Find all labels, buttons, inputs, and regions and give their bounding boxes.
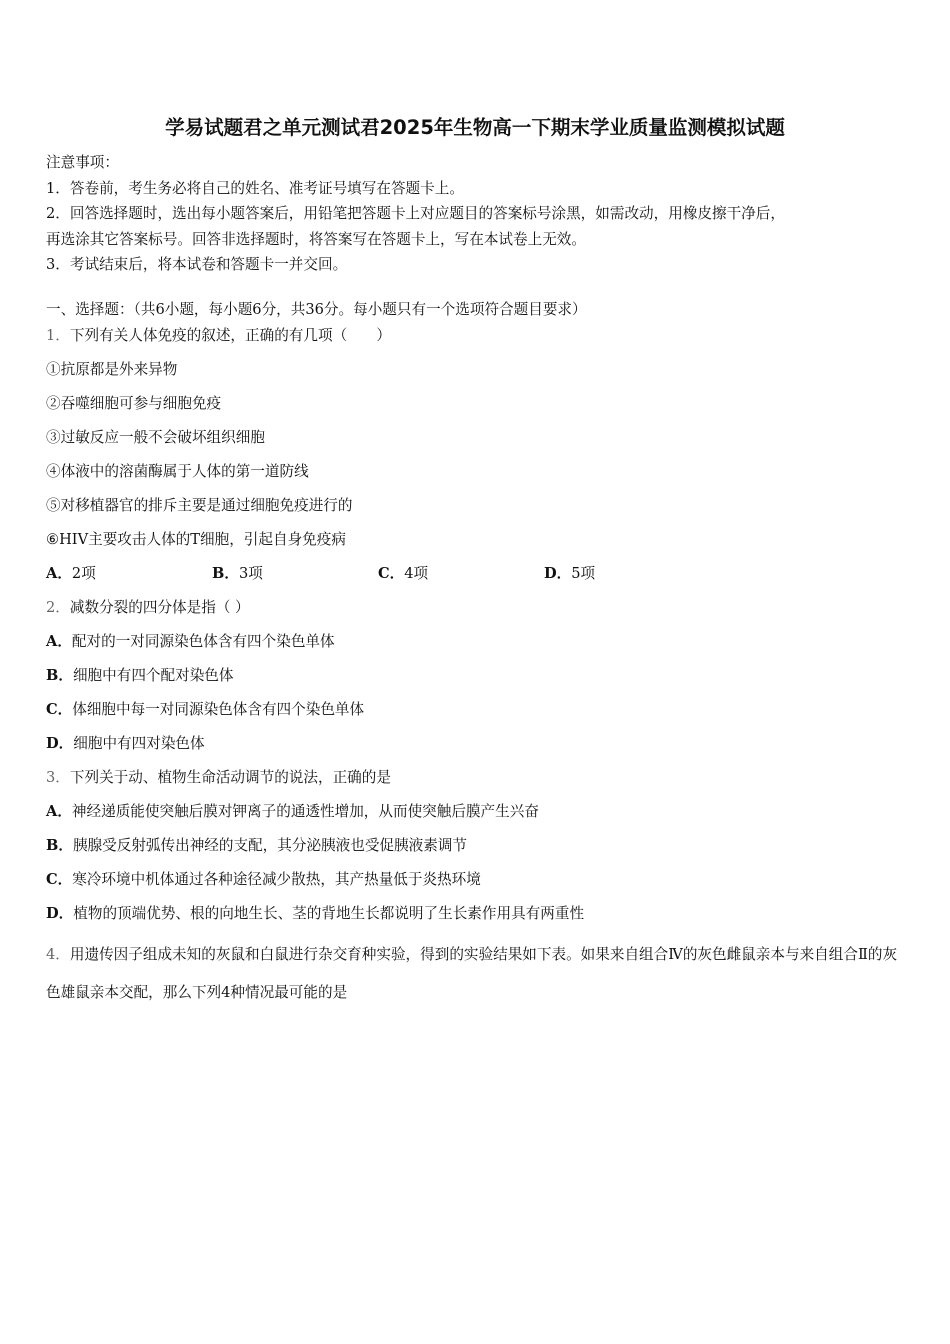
option-b	[212, 562, 378, 596]
question-number: 1．	[46, 327, 70, 344]
question-number: 3．	[46, 769, 70, 786]
option-d	[544, 562, 710, 596]
option-label: D．	[46, 905, 74, 922]
option-text: 5项	[571, 565, 596, 582]
option-label: B．	[46, 667, 73, 684]
option-label: C．	[378, 565, 405, 582]
question-3-stem	[46, 766, 908, 800]
option-c	[46, 698, 908, 732]
option-text: 体细胞中每一对同源染色体含有四个染色单体	[72, 701, 365, 718]
option-label: B．	[212, 565, 239, 582]
option-text: 4项	[404, 565, 429, 582]
option-c	[378, 562, 544, 596]
statement-item: ①抗原都是外来异物	[46, 361, 178, 378]
option-b	[46, 834, 908, 868]
question-text: 下列有关人体免疫的叙述，正确的有几项（ ）	[69, 327, 391, 344]
option-label: D．	[46, 735, 74, 752]
statement-item: ②吞噬细胞可参与细胞免疫	[46, 395, 222, 412]
option-label: C．	[46, 701, 73, 718]
option-text: 胰腺受反射弧传出神经的支配，其分泌胰液也受促胰液素调节	[72, 837, 467, 854]
section-heading: 一、选择题：（共6小题，每小题6分，共36分。每小题只有一个选项符合题目要求）	[46, 301, 587, 318]
statement-item: ③过敏反应一般不会破坏组织细胞	[46, 429, 265, 446]
notice-item: 2．回答选择题时，选出每小题答案后，用铅笔把答题卡上对应题目的答案标号涂黑，如需改动，用橡皮擦干净后，	[46, 205, 785, 222]
option-a	[46, 800, 908, 834]
question-text: 用遗传因子组成未知的灰鼠和白鼠进行杂交育种实验，得到的实验结果如下表。如果来自组合Ⅳ的灰色雌鼠亲本与来自组合Ⅱ的灰色雄鼠亲本交配，那么下列4种情况最可能的是	[46, 946, 898, 1001]
notice-item: 3．考试结束后，将本试卷和答题卡一并交回。	[46, 256, 348, 273]
option-label: A．	[46, 565, 72, 582]
statement-item: ④体液中的溶菌酶属于人体的第一道防线	[46, 463, 309, 480]
notice-section	[46, 150, 906, 278]
option-b	[46, 664, 908, 698]
option-text: 2项	[71, 565, 96, 582]
option-text: 3项	[238, 565, 263, 582]
question-text: 减数分裂的四分体是指（ ）	[69, 599, 250, 616]
option-text: 配对的一对同源染色体含有四个染色单体	[71, 633, 335, 650]
question-1-stem	[46, 324, 908, 358]
option-text: 植物的顶端优势、根的向地生长、茎的背地生长都说明了生长素作用具有两重性	[73, 905, 585, 922]
option-label: A．	[46, 633, 72, 650]
option-text: 细胞中有四对染色体	[73, 735, 205, 752]
option-label: C．	[46, 871, 73, 888]
option-d	[46, 732, 908, 766]
question-number: 2．	[46, 599, 70, 616]
option-label: B．	[46, 837, 73, 854]
option-text: 神经递质能使突触后膜对钾离子的通透性增加，从而使突触后膜产生兴奋	[71, 803, 539, 820]
option-text: 细胞中有四个配对染色体	[72, 667, 234, 684]
question-1-options	[46, 562, 908, 596]
statement-item: ⑤对移植器官的排斥主要是通过细胞免疫进行的	[46, 497, 353, 514]
option-text: 寒冷环境中机体通过各种途径减少散热，其产热量低于炎热环境	[72, 871, 481, 888]
notice-item: 再选涂其它答案标号。回答非选择题时，将答案写在答题卡上，写在本试卷上无效。	[46, 230, 586, 248]
statement-item: ⑥HIV主要攻击人体的T细胞，引起自身免疫病	[46, 531, 346, 548]
option-d	[46, 902, 908, 936]
question-2-stem	[46, 596, 908, 630]
page-title: 学易试题君之单元测试君2025年生物高一下期末学业质量监测模拟试题	[165, 116, 785, 139]
option-a	[46, 562, 212, 596]
option-label: A．	[46, 803, 72, 820]
option-c	[46, 868, 908, 902]
question-text: 下列关于动、植物生命活动调节的说法，正确的是	[69, 769, 391, 786]
option-label: D．	[544, 565, 572, 582]
question-4-stem	[46, 936, 908, 1012]
question-number: 4．	[46, 946, 70, 963]
questions-section	[46, 298, 908, 1012]
notice-heading: 注意事项：	[46, 154, 119, 171]
notice-item: 1．答卷前，考生务必将自己的姓名、准考证号填写在答题卡上。	[46, 179, 464, 197]
option-a	[46, 630, 908, 664]
